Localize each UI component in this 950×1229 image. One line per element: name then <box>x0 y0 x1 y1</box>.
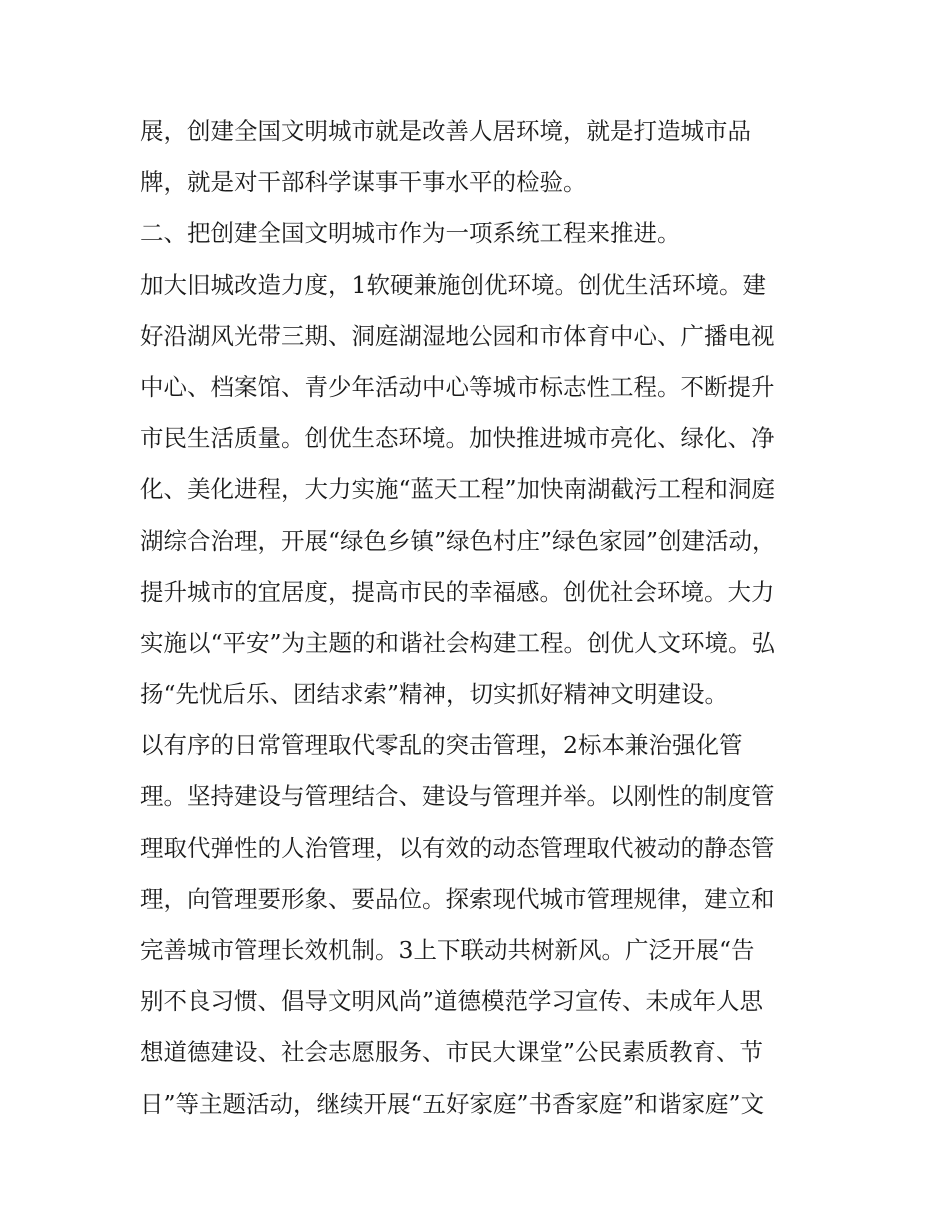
text-line: 想道德建设、社会志愿服务、市民大课堂”公民素质教育、节 <box>140 1038 764 1067</box>
body-text <box>140 106 840 1130</box>
text-line: 市民生活质量。创优生态环境。加快推进城市亮化、绿化、净 <box>140 424 775 453</box>
text-line: 以有序的日常管理取代零乱的突击管理，2标本兼治强化管 <box>140 731 743 760</box>
text-line: 化、美化进程，大力实施“蓝天工程”加快南湖截污工程和洞庭 <box>140 475 776 504</box>
section-heading: 二、把创建全国文明城市作为一项系统工程来推进。 <box>140 219 681 248</box>
text-line: 加大旧城改造力度，1软硬兼施创优环境。创优生活环境。建 <box>140 270 766 299</box>
text-line: 湖综合治理，开展“绿色乡镇”绿色村庄”绿色家园”创建活动， <box>140 526 776 555</box>
text-line: 理。坚持建设与管理结合、建设与管理并举。以刚性的制度管 <box>140 782 775 811</box>
text-line: 中心、档案馆、青少年活动中心等城市标志性工程。不断提升 <box>140 372 775 401</box>
text-line: 扬“先忧后乐、团结求索”精神，切实抓好精神文明建设。 <box>140 680 729 709</box>
text-line: 提升城市的宜居度，提高市民的幸福感。创优社会环境。大力 <box>140 577 775 606</box>
text-line: 日”等主题活动，继续开展“五好家庭”书香家庭”和谐家庭”文 <box>140 1089 765 1118</box>
text-line: 别不良习惯、倡导文明风尚”道德模范学习宣传、未成年人思 <box>140 987 764 1016</box>
text-line: 理，向管理要形象、要品位。探索现代城市管理规律，建立和 <box>140 884 775 913</box>
text-line: 牌，就是对干部科学谋事干事水平的检验。 <box>140 168 587 197</box>
text-line: 实施以“平安”为主题的和谐社会构建工程。创优人文环境。弘 <box>140 628 776 657</box>
text-line: 好沿湖风光带三期、洞庭湖湿地公园和市体育中心、广播电视 <box>140 321 775 350</box>
text-line: 理取代弹性的人治管理，以有效的动态管理取代被动的静态管 <box>140 833 775 862</box>
text-line: 完善城市管理长效机制。3上下联动共树新风。广泛开展“告 <box>140 936 755 964</box>
text-line: 展，创建全国文明城市就是改善人居环境，就是打造城市品 <box>140 117 751 145</box>
